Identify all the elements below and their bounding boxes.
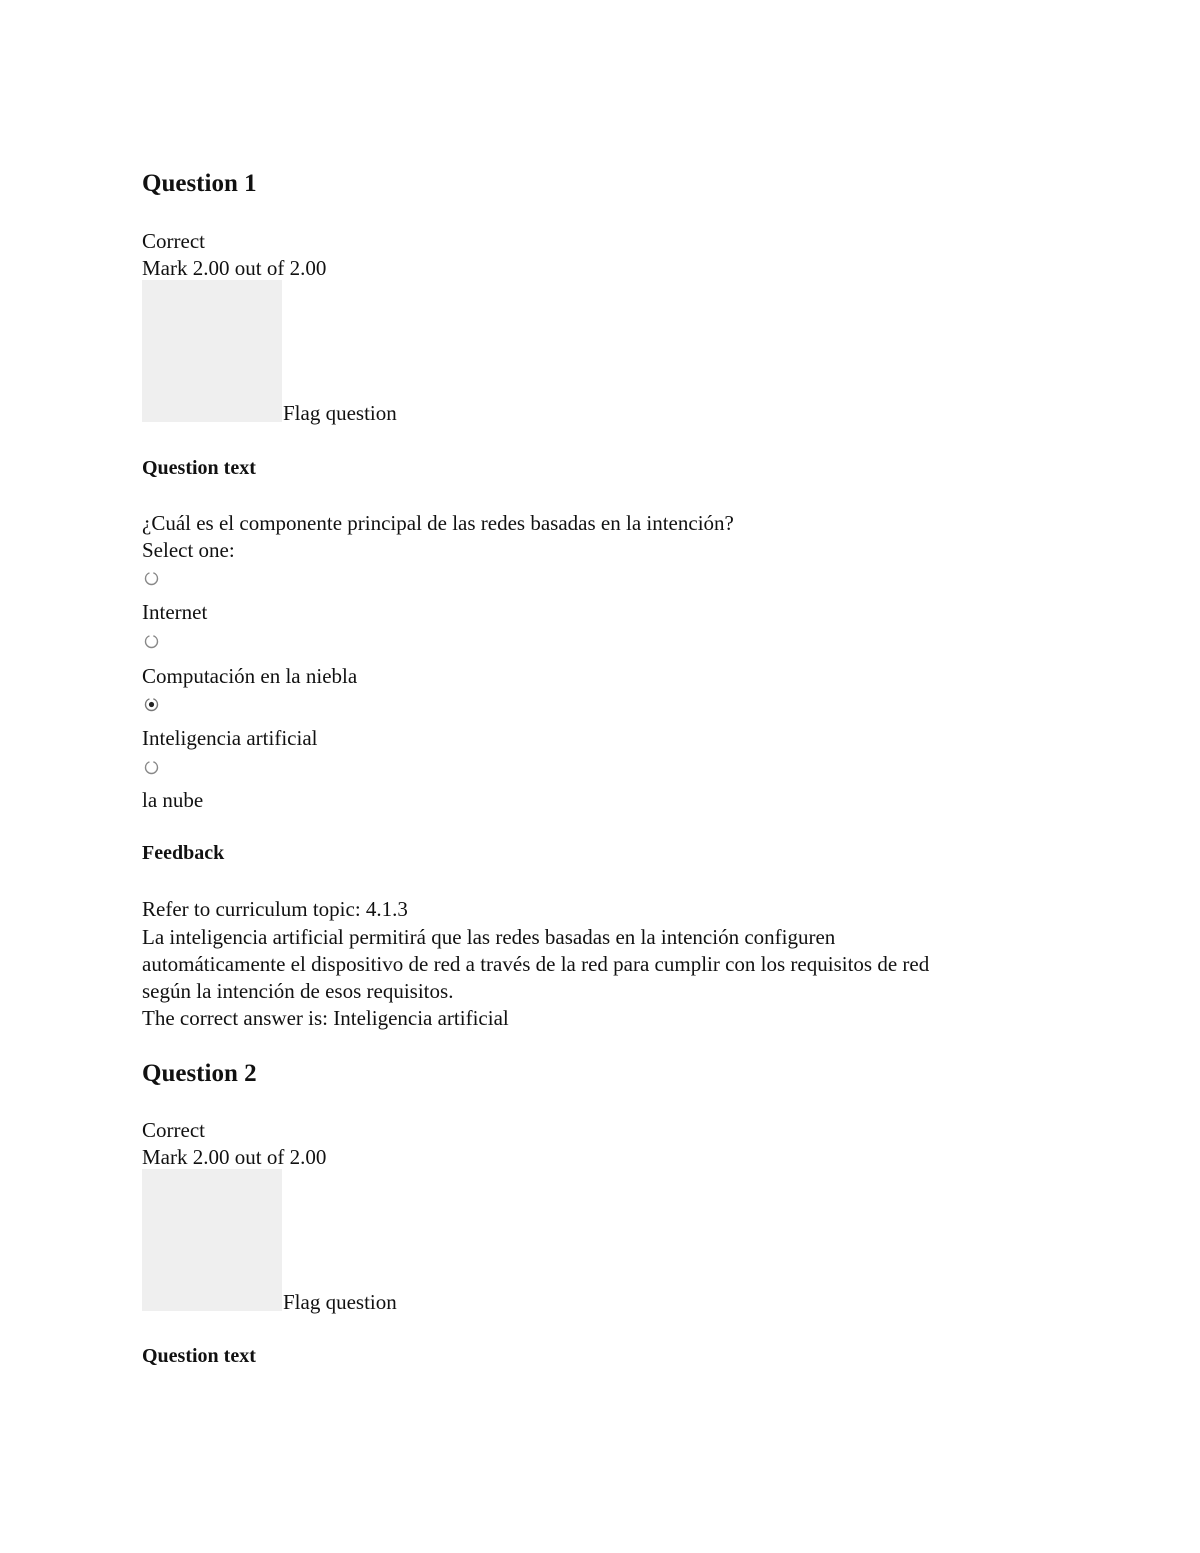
radio-unchecked-icon [144,571,159,586]
select-one-label: Select one: [142,538,235,562]
question-text-heading: Question text [142,1345,256,1367]
radio-option-la-nube[interactable] [144,760,159,775]
radio-checked-icon [144,697,159,712]
question-2-mark: Mark 2.00 out of 2.00 [142,1145,327,1169]
feedback-line: según la intención de esos requisitos. [142,979,454,1003]
option-label-computacion-niebla[interactable]: Computación en la niebla [142,664,358,688]
flag-image-placeholder[interactable] [142,280,282,422]
question-1-title: Question 1 [142,170,257,197]
option-label-la-nube[interactable]: la nube [142,788,204,812]
question-1-status: Correct [142,229,205,253]
radio-unchecked-icon [144,634,159,649]
radio-option-internet[interactable] [144,571,159,586]
flag-question-link[interactable]: Flag question [283,401,397,425]
question-1-mark: Mark 2.00 out of 2.00 [142,256,327,280]
radio-option-computacion-niebla[interactable] [144,634,159,649]
question-2-title: Question 2 [142,1060,257,1087]
radio-unchecked-icon [144,760,159,775]
radio-option-inteligencia-artificial[interactable] [144,697,159,712]
feedback-line: Refer to curriculum topic: 4.1.3 [142,897,408,921]
question-2-status: Correct [142,1118,205,1142]
option-label-internet[interactable]: Internet [142,600,208,624]
feedback-line: automáticamente el dispositivo de red a través de la red para cumplir con los requisitos de red [142,952,930,976]
flag-question-link[interactable]: Flag question [283,1290,397,1314]
question-prompt: ¿Cuál es el componente principal de las redes basadas en la intención? [142,511,734,535]
feedback-line: La inteligencia artificial permitirá que las redes basadas en la intención configuren [142,925,836,949]
question-text-heading: Question text [142,457,256,479]
flag-image-placeholder[interactable] [142,1169,282,1311]
option-label-inteligencia-artificial[interactable]: Inteligencia artificial [142,726,318,750]
feedback-heading: Feedback [142,842,225,864]
correct-answer-line: The correct answer is: Inteligencia artificial [142,1006,509,1030]
